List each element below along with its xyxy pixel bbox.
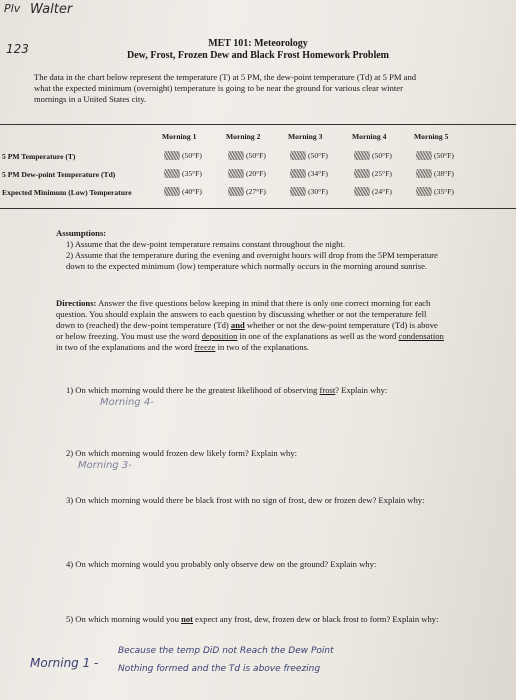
- table-cell: (30°F): [290, 187, 328, 196]
- frost-sticker-icon: [164, 187, 180, 196]
- question-5: 5) On which morning would you not expect any frost, dew, frozen dew or black frost to form? Explain why:: [66, 614, 439, 624]
- answer-5-line1-handwritten: Because the temp DiD not Reach the Dew Point: [118, 646, 334, 656]
- course-title: MET 101: Meteorology: [208, 38, 308, 49]
- question-4: 4) On which morning would you probably only observe dew on the ground? Explain why:: [66, 559, 377, 569]
- answer-1-handwritten: Morning 4-: [100, 397, 154, 408]
- row-label: Expected Minimum (Low) Temperature: [2, 188, 132, 197]
- table-cell: (34°F): [290, 169, 328, 178]
- table-cell: (35°F): [164, 169, 202, 178]
- answer-2-handwritten: Morning 3-: [78, 460, 132, 471]
- frost-sticker-icon: [416, 169, 432, 178]
- table-cell: (50°F): [164, 151, 202, 160]
- table-cell: (50°F): [416, 151, 454, 160]
- frost-sticker-icon: [354, 169, 370, 178]
- assumption-item: 2) Assume that the temperature during the evening and overnight hours will drop from the 5PM temperature down to the expected minimum (low) temperature which normally occurs in the morning around sunrise.: [66, 250, 438, 271]
- row-label: 5 PM Dew-point Temperature (Td): [2, 170, 116, 179]
- row-label: 5 PM Temperature (T): [2, 152, 76, 161]
- frost-sticker-icon: [228, 151, 244, 160]
- frost-sticker-icon: [164, 151, 180, 160]
- assumptions-title: Assumptions:: [56, 228, 107, 238]
- table-cell: (40°F): [164, 187, 202, 196]
- directions-label: Directions:: [56, 298, 97, 308]
- frost-sticker-icon: [290, 151, 306, 160]
- frost-sticker-icon: [228, 187, 244, 196]
- frost-sticker-icon: [354, 151, 370, 160]
- table-cell: (50°F): [228, 151, 266, 160]
- intro-paragraph: The data in the chart below represent the temperature (T) at 5 PM, the dew-point temperature (Td) at 5 PM and what the expected minimum (overnight) temperature is going to be near the ground for various clear winter mornings in a United States city.: [34, 72, 417, 104]
- answer-5-label-handwritten: Morning 1 -: [30, 656, 99, 670]
- table-cell: (38°F): [416, 169, 454, 178]
- frost-sticker-icon: [164, 169, 180, 178]
- table-cell: (25°F): [354, 169, 392, 178]
- column-header: Morning 5: [414, 132, 449, 141]
- frost-sticker-icon: [290, 169, 306, 178]
- table-cell: (27°F): [228, 187, 266, 196]
- column-header: Morning 2: [226, 132, 261, 141]
- handwritten-name-prefix: Plv: [4, 2, 21, 15]
- table-cell: (24°F): [354, 187, 392, 196]
- table-cell: (35°F): [416, 187, 454, 196]
- question-1: 1) On which morning would there be the greatest likelihood of observing frost? Explain why:: [66, 385, 388, 395]
- answer-5-line2-handwritten: Nothing formed and the Td is above freezing: [118, 664, 321, 674]
- table-cell: (50°F): [354, 151, 392, 160]
- assumptions-section: [56, 228, 446, 272]
- table-cell: (20°F): [228, 169, 266, 178]
- directions-paragraph: Directions: Answer the five questions below keeping in mind that there is only one correct morning for each question. You should explain the answers to each question by discussing whether or not the temperature fell down to (reached) the dew-point temperature (Td) and whether or not the dew-point temperature (Td) is above or below freezing. You must use the word deposition in one of the explanations as well as the word condensation in two of the explanations and the word freeze in two of the explanations.: [56, 298, 444, 352]
- assumption-item: 1) Assume that the dew-point temperature remains constant throughout the night.: [66, 239, 345, 249]
- frost-sticker-icon: [354, 187, 370, 196]
- assignment-title: Dew, Frost, Frozen Dew and Black Frost Homework Problem: [126, 50, 389, 61]
- question-2: 2) On which morning would frozen dew likely form? Explain why:: [66, 448, 298, 458]
- document-title: [0, 38, 516, 61]
- handwritten-class-number: 123: [6, 42, 29, 56]
- column-header: Morning 1: [162, 132, 197, 141]
- table-cell: (50°F): [290, 151, 328, 160]
- table-bottom-rule: [0, 208, 516, 209]
- column-header: Morning 4: [352, 132, 387, 141]
- frost-sticker-icon: [290, 187, 306, 196]
- frost-sticker-icon: [416, 187, 432, 196]
- column-header: Morning 3: [288, 132, 323, 141]
- table-top-rule: [0, 124, 516, 125]
- frost-sticker-icon: [416, 151, 432, 160]
- frost-sticker-icon: [228, 169, 244, 178]
- handwritten-name: Walter: [30, 2, 73, 17]
- question-3: 3) On which morning would there be black frost with no sign of frost, dew or frozen dew? Explain why:: [66, 495, 425, 505]
